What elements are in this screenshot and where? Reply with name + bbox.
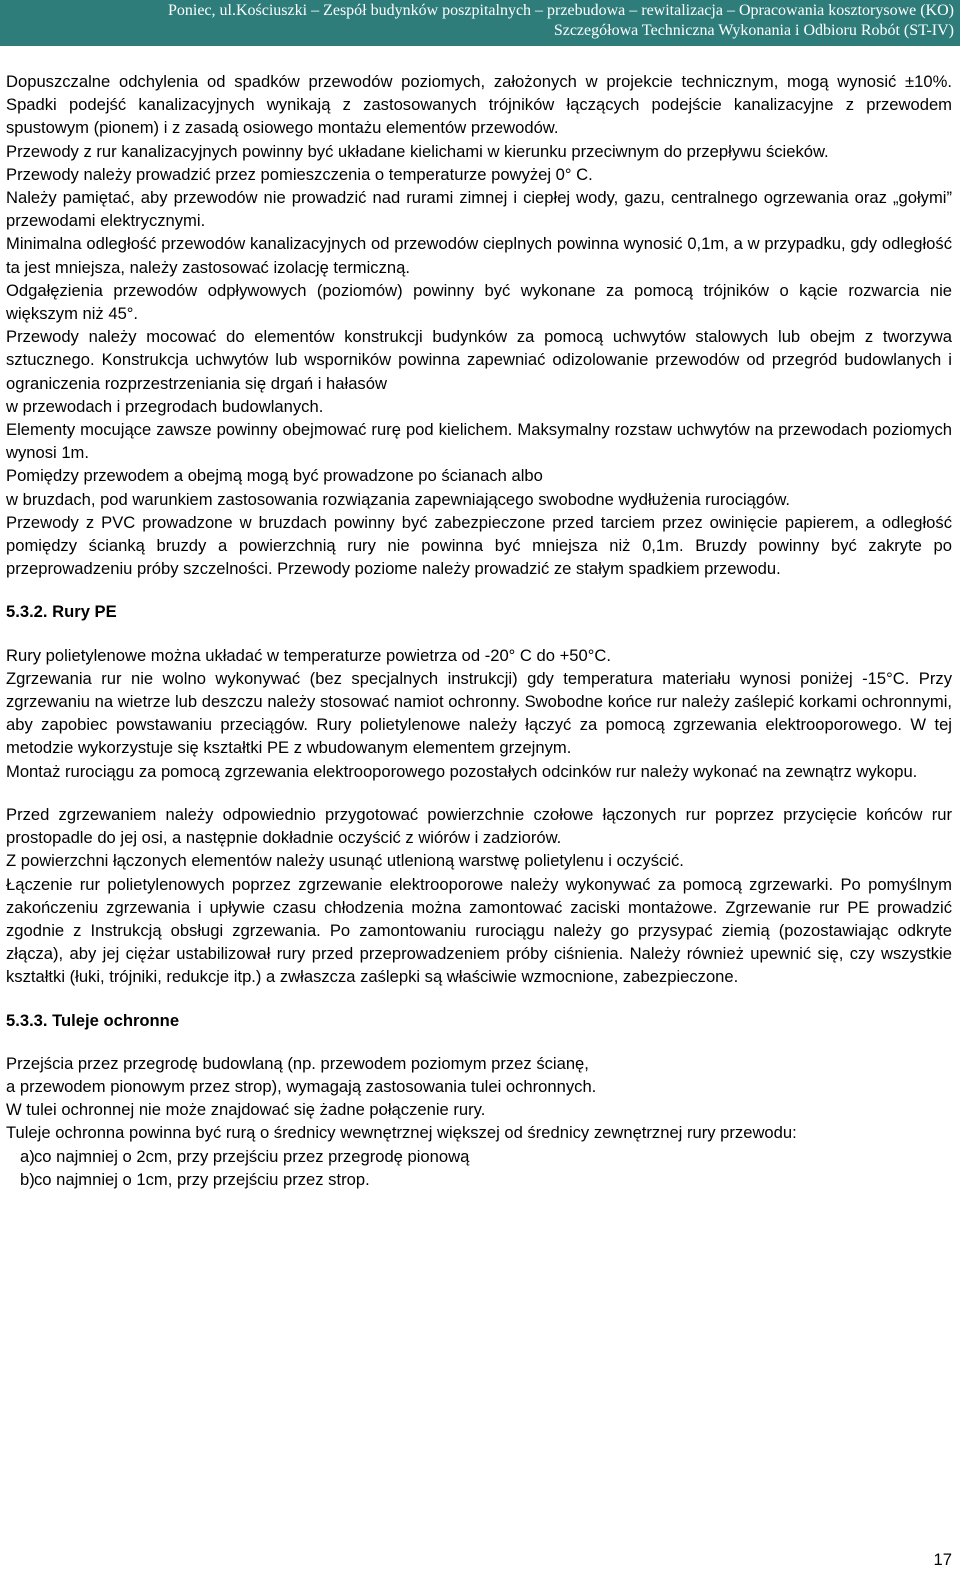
requirements-list bbox=[6, 1145, 952, 1191]
paragraph: Elementy mocujące zawsze powinny obejmować rurę pod kielichem. Maksymalny rozstaw uchwytów na przewodach poziomych wynosi 1m. bbox=[6, 420, 952, 463]
paragraph: Odgałęzienia przewodów odpływowych (poziomów) powinny być wykonane za pomocą trójników o kącie rozwarcia nie większym niż 45°. bbox=[6, 280, 952, 324]
paragraph: Pomiędzy przewodem a obejmą mogą być prowadzone po ścianach albo bbox=[6, 466, 543, 486]
paragraph: a przewodem pionowym przez strop), wymagają zastosowania tulei ochronnych. bbox=[6, 1076, 597, 1096]
paragraph: Dopuszczalne odchylenia od spadków przewodów poziomych, założonych w projekcie technicznym, mogą wynosić ±10%. Spadki podejść kanalizacyjnych wynikają z zastosowanych trójników łączących podejście kanalizacyjne z przewodem spustowym (pionem) i z zasadą osiowego montażu elementów przewodów. bbox=[6, 72, 952, 138]
paragraph: Rury polietylenowe można układać w temperaturze powietrza od -20° C do +50°C. bbox=[6, 645, 611, 665]
list-item-text: co najmniej o 2cm, przy przejściu przez przegrodę pionową bbox=[34, 1146, 470, 1166]
paragraph: Przejścia przez przegrodę budowlaną (np. przewodem poziomym przez ścianę, bbox=[6, 1053, 589, 1073]
paragraph: Przed zgrzewaniem należy odpowiednio przygotować powierzchnie czołowe łączonych rur poprzez przycięcie końców rur prostopadle do jej osi, a następnie dokładnie oczyścić z wiórów i zadziorów. bbox=[6, 804, 952, 848]
paragraph: Przewody z rur kanalizacyjnych powinny być układane kielichami w kierunku przeciwnym do przepływu ścieków. bbox=[6, 141, 829, 161]
paragraph: Przewody z PVC prowadzone w bruzdach powinny być zabezpieczone przed tarciem przez owinięcie papierem, a odległość pomiędzy ścianką bruzdy a powierzchnią rury nie powinna być mniejsza niż 0,1m. Bruzdy powinny być zakryte po przeprowadzeniu próby szczelności. Przewody poziome należy prowadzić ze stałym spadkiem przewodu. bbox=[6, 512, 952, 579]
list-marker: a) bbox=[20, 1146, 35, 1166]
list-item-text: co najmniej o 1cm, przy przejściu przez strop. bbox=[34, 1169, 370, 1189]
paragraph: w bruzdach, pod warunkiem zastosowania rozwiązania zapewniającego swobodne wydłużenia rurociągów. bbox=[6, 489, 791, 509]
paragraph: Zgrzewania rur nie wolno wykonywać (bez specjalnych instrukcji) gdy temperatura materiału wynosi poniżej -15°C. Przy zgrzewaniu na wietrze lub deszczu należy stosować namiot ochronny. Swobodne końce rur należy zaślepić korkami ochronnymi, aby zapobiec powstawaniu przeciągów. Rury polietylenowe należy łączyć za pomocą zgrzewania elektrooporowego. W tej metodzie wykorzystuje się kształtki PE z wbudowanym elementem grzejnym. bbox=[6, 668, 952, 758]
paragraph: Przewody należy mocować do elementów konstrukcji budynków za pomocą uchwytów stalowych lub obejm z tworzywa sztucznego. Konstrukcja uchwytów lub wsporników powinna zapewniać odizolowanie przewodów od przegród budowlanych i ograniczenia rozprzestrzeniania się drgań i hałasów bbox=[6, 327, 952, 393]
section-heading-tuleje: 5.3.3. Tuleje ochronne bbox=[6, 1010, 180, 1030]
paragraph: Przewody należy prowadzić przez pomieszczenia o temperaturze powyżej 0° C. bbox=[6, 164, 593, 184]
document-header bbox=[0, 0, 960, 46]
paragraph: Z powierzchni łączonych elementów należy usunąć utlenioną warstwę polietylenu i oczyścić. bbox=[6, 851, 684, 871]
paragraph: Montaż rurociągu za pomocą zgrzewania elektrooporowego pozostałych odcinków rur należy wykonać na zewnątrz wykopu. bbox=[6, 761, 918, 781]
paragraph: W tulei ochronnej nie może znajdować się żadne połączenie rury. bbox=[6, 1100, 486, 1120]
paragraph: Łączenie rur polietylenowych poprzez zgrzewanie elektrooporowe należy wykonywać za pomocą zgrzewarki. Po pomyślnym zakończeniu zgrzewania i upływie czasu chłodzenia można zamontować zaciski montażowe. Zgrzewanie rur PE prowadzić zgodnie z Instrukcją obsługi zgrzewania. Po zamontowaniu rurociągu należy go przysypać ziemią (pozostawiając odkryte złącza), aby jej ciężar ustabilizował rury przed przeprowadzeniem próby ciśnienia. Należy również upewnić się, czy wszystkie kształtki (łuki, trójniki, redukcje itp.) a zwłaszcza zaślepki są właściwie wzmocnione, zabezpieczone. bbox=[6, 874, 952, 987]
paragraph: w przewodach i przegrodach budowlanych. bbox=[6, 396, 324, 416]
section-heading-rury-pe: 5.3.2. Rury PE bbox=[6, 602, 117, 622]
document-body bbox=[6, 70, 952, 1191]
header-line-2: Szczegółowa Techniczna Wykonania i Odbioru Robót (ST-IV) bbox=[553, 22, 954, 39]
list-item bbox=[6, 1168, 952, 1191]
header-line-1: Poniec, ul.Kościuszki – Zespół budynków poszpitalnych – przebudowa – rewitalizacja – Opracowania kosztorysowe (KO) bbox=[167, 2, 954, 19]
paragraph: Tuleje ochronna powinna być rurą o średnicy wewnętrznej większej od średnicy zewnętrznej rury przewodu: bbox=[6, 1123, 797, 1143]
paragraph: Należy pamiętać, aby przewodów nie prowadzić nad rurami zimnej i ciepłej wody, gazu, centralnego ogrzewania oraz „gołymi” przewodami elektrycznymi. bbox=[6, 188, 952, 231]
page-number: 17 bbox=[933, 1550, 952, 1569]
list-item bbox=[6, 1145, 952, 1168]
paragraph: Minimalna odległość przewodów kanalizacyjnych od przewodów cieplnych powinna wynosić 0,1m, a w przypadku, gdy odległość ta jest mniejsza, należy zastosować izolację termiczną. bbox=[6, 234, 952, 277]
list-marker: b) bbox=[20, 1169, 35, 1189]
